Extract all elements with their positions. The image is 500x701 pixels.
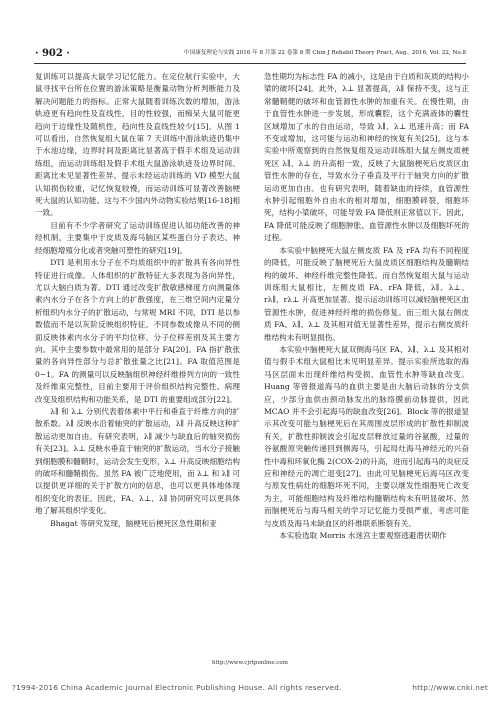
- body-paragraph: 复训练可以提高大鼠学习记忆能力。在定位航行实验中，大鼠寻找平台所在位置的游泳策略是衡量动物分析判断能力及解决问题能力的指标。正常大鼠随着训练次数的增加，游泳轨迹更有趋向性及直线性，目的性较强，而痴呆大鼠可能更趋向于边缘性及随机性，趋向性及直线性较少[15]。从图 1 可以看出，自然恢复组大鼠在第 7 天训练中游泳轨迹仍集中于水池边缘，边界时间及距离比显著高于假手术组及运动训练组，而运动训练组及假手术组大鼠游泳轨迹及边界时间、距离比未见显著性差异。提示未经运动训练的 VD 模型大鼠认知损伤较重，记忆恢复较慢，而运动训练可显著改善脑梗死大鼠的认知功能。这与不少国内外动物实验结果[16-18]相一致。: [35, 72, 240, 218]
- body-paragraph: Bhagat 等研究发现，脑梗死后梗死区急性期和亚: [50, 518, 217, 528]
- copyright-notice: ?1994-2016 China Academic Journal Electronic Publishing House. All rights reserved.: [12, 683, 342, 692]
- body-paragraph: 目前有不少学者研究了运动训练促进认知功能改善的神经机制，主要集中于皮质及海马脑区某些蛋白分子表达、神经细胞增殖分化或者突触可塑性的研究[19]。: [35, 220, 240, 255]
- body-paragraph: DTI 是利用水分子在不均质组织中的扩散具有各向异性特征进行成像。人体组织的扩散特征大多表现为各向异性，尤以大脑白质为著。DTI 通过改变扩散敏感梯度方向测量体素内水分子在各个方向上的扩散强度，在三维空间内定量分析组织内水分子的扩散运动，与常规 MRI 不同，DTI 是以参数值而不是以灰阶反映组织特征。不同参数成像从不同的侧面反映体素内水分子的平均位移、分子位移差别及其主要方向。其中主要参数中最常用的是部分 FA[20]。FA 指扩散张量的各向异性部分与总扩散张量之比[21]。FA 取值范围是 0~1。FA 的测量可以反映脑组织神经纤维排列方向的一致性及纤维束完整性，目前主要用于评价组织结构完整性、病理改变及组织结构和功能关系，是 DTI 的重要组成部分[22]。: [35, 258, 240, 404]
- copyright-bar: [0, 683, 500, 693]
- right-column: [264, 71, 469, 542]
- running-head: 中国康复理论与实践 2016 年 8 月第 22 卷第 8 期 Chin J Rehabil Theory Pract, Aug., 2016, Vol. 22, No.8: [184, 50, 466, 56]
- page-number: · 902 ·: [35, 48, 70, 59]
- header-rule: [34, 63, 466, 64]
- body-paragraph: 本实验选取 Morris 水迷宫主要观察逃避潜伏期作: [279, 531, 447, 541]
- journal-url[interactable]: http://www.cjrtponline.com: [212, 660, 288, 666]
- left-column: [35, 71, 240, 530]
- body-paragraph: 本实验中脑梗死大鼠左侧皮质 FA 及 rFA 均有不同程度的降低，可能反映了脑梗死后大鼠皮质区细胞结构及髓鞘结构的破坏、神经纤维完整性降低。而自然恢复组大鼠与运动训练组大鼠相比，左侧皮质 FA、rFA 降低，λ∥、λ⊥、rλ∥、rλ⊥ 升高更加显著。提示运动训练可以减轻脑梗死区血管源性水肿，促进神经纤维的损伤修复。而三组大鼠右侧皮质 FA、λ∥、λ⊥ 及其相对值无显著性差异，提示右侧皮质纤维结构未有明显损伤。: [264, 245, 469, 342]
- body-paragraph: λ∥ 和 λ⊥ 分别代表着体素中平行和垂直于纤维方向的扩散系数。λ∥ 反映水沿着轴突的扩散运动，λ∥ 升高反映这种扩散运动更加自由。有研究表明，λ∥ 减少与缺血后的轴突损伤有关[23]。λ⊥ 反映水垂直于轴突的扩散运动，当水分子接触到细胞膜和髓鞘时，运动会发生变形，λ⊥ 升高反映细胞结构的破坏和髓鞘损伤。虽然 FA 被广泛地使用，而 λ⊥ 和 λ∥ 可以提供更详细的关于扩散方向的信息，也可以更具体地体现组织变化的表征。因此，FA、λ⊥、λ∥ 协同研究可以更具体地了解其组织学变化。: [35, 406, 240, 516]
- body-paragraph: 急性期均为标志性 FA 的减小，这是由于白质和灰质的结构小梁的破坏[24]。此外，λ⊥ 显著提高，λ∥ 保持不变，这与正常髓鞘健的破坏和血管源性水肿的加重有关。在慢性期，由于血管性水肿进一步发展，形成囊腔，这个充满液体的囊性区域增加了水的自由运动，导致 λ∥、λ⊥ 迅速升高；而 FA 不变或增加，这可能与运动和神经的恢复有关[25]。这与本实验中所观察到的自然恢复组及运动训练组大鼠左侧皮质梗死区 λ∥、λ⊥ 的升高相一致，反映了大鼠脑梗死后皮质区血管性水肿的存在，导致水分子垂直及平行于轴突方向的扩散运动更加自由。也有研究表明，随着缺血的持续，血管源性水肿引起细胞外自由水的相对增加，细胞膜碎裂，细胞坏死，结构小梁破坏，可能导致 FA 降低则正常值以下。因此，FA 降低可能反映了细胞肿胀、血管源性水肿以及细胞坏死的过程。: [264, 72, 469, 243]
- cnki-link[interactable]: http://www.cnki.net: [412, 683, 488, 692]
- body-paragraph: 本实验中脑梗死大鼠双侧海马区 FA、λ∥、λ⊥ 及其相对值与假手术组大鼠相比未见明显差异。提示实验所选取的海马区层面未出现纤维结构受损、血管性水肿等缺血改变。Huang 等曾报道海马的血供主要是由大脑后动脉的分支供应，少部分血供由颈动脉发出的脉络膜前动脉提供，因此 MCAO 并不会引起海马的缺血改变[26]。Block 等的报道显示其改变可能与脑梗死后在其周围皮层形成的扩散性抑制波有关，扩散性抑制波会引起皮层释放过量的谷氨酸，过量的谷氨酸原突触传递回到侧海马，引起局灶海马神经元的兴奋性中毒和环氧化酶 2(COX-2)的升高，进而引起海马的炎症反应和神经元的凋亡退变[27]。由此可见脑梗死后海马区改变与原发性病灶的细胞坏死不同，主要以继发性细胞死亡改变为主，可能细胞结构及纤维结构髓鞘结构未有明显破坏。然而脑梗死后与海马相关的学习记忆能力受损严重，考虑可能与皮质及海马未缺血区的纤维联系断裂有关。: [264, 344, 469, 528]
